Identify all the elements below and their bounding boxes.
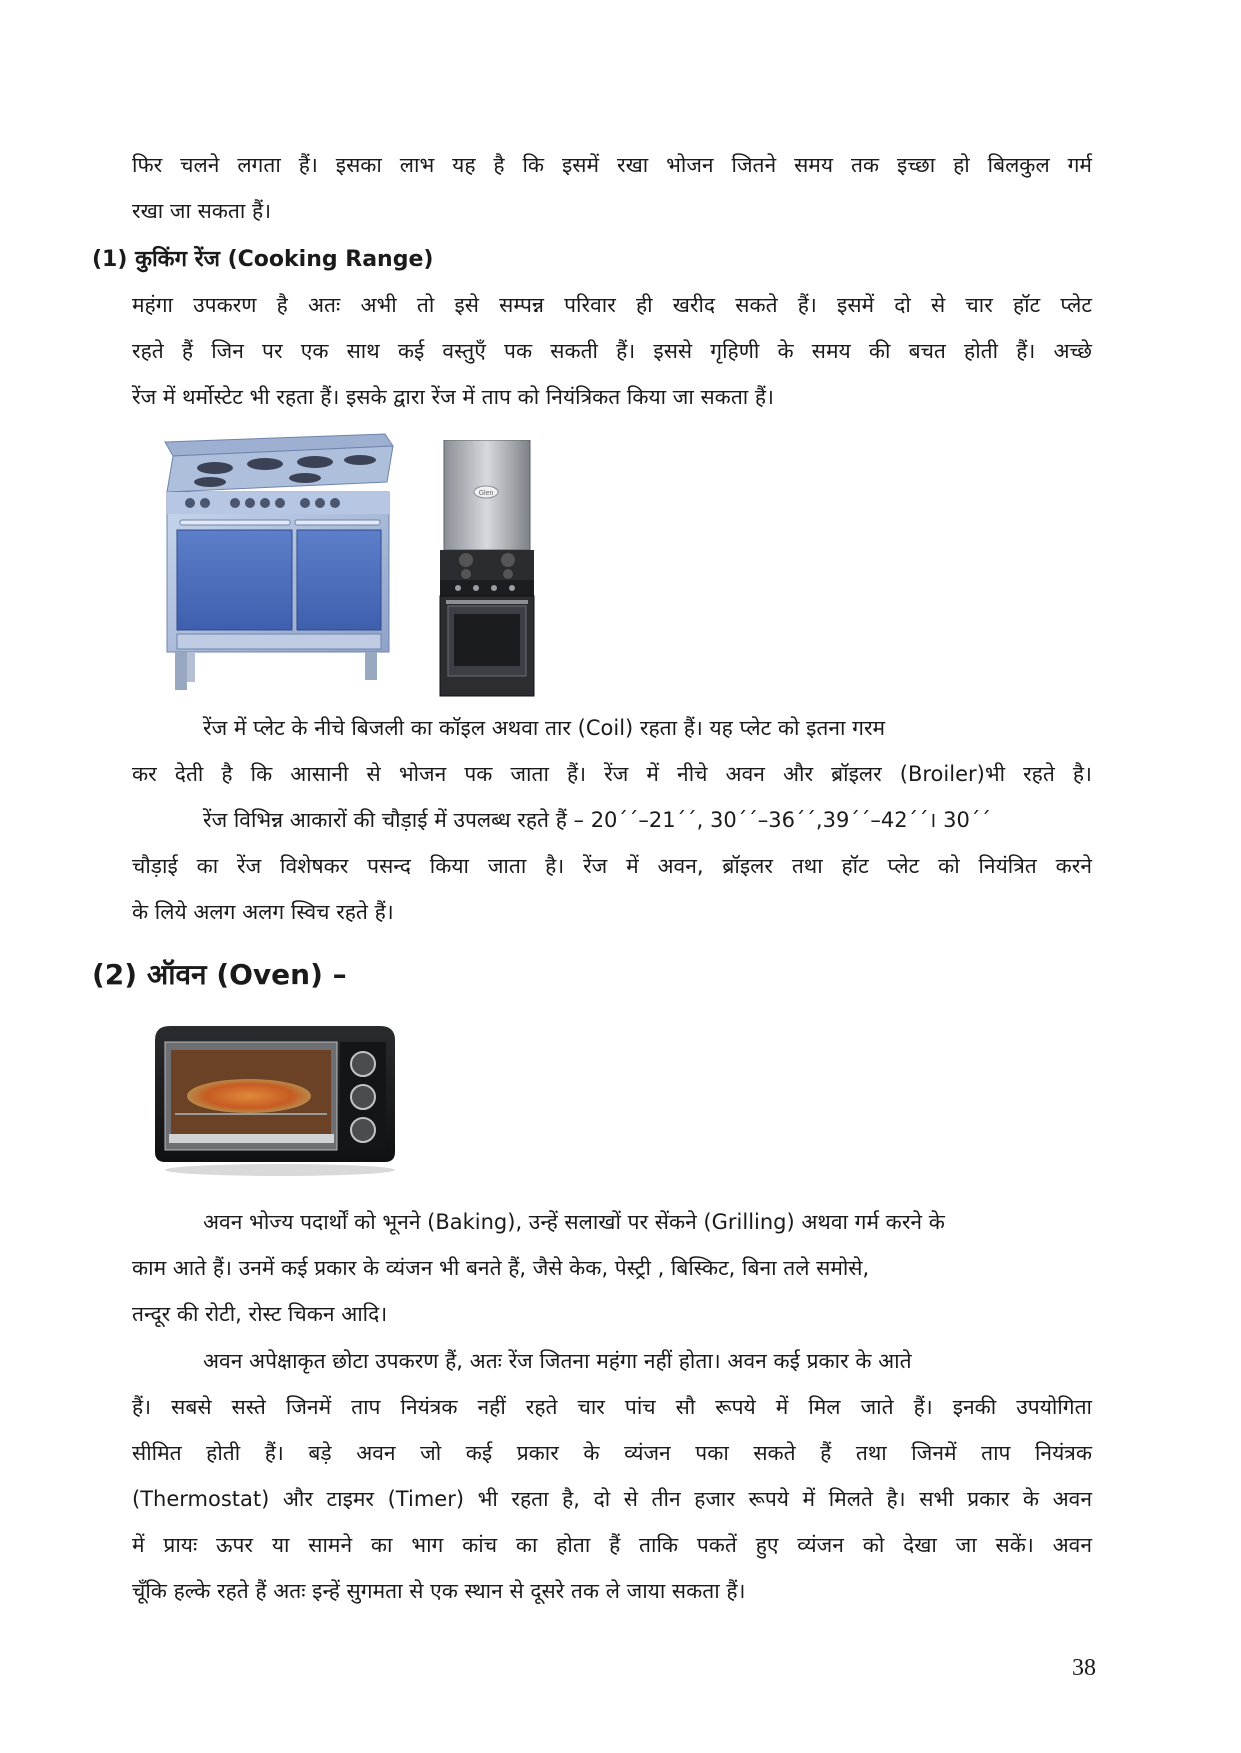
oven-para1-line-3: तन्दूर की रोटी, रोस्ट चिकन आदि। <box>132 1302 388 1326</box>
section-heading-oven: (2) ऑवन (Oven) – <box>92 958 347 991</box>
range-para3-line-2: चौड़ाई का रेंज विशेषकर पसन्द किया जाता है। रेंज में अवन, ब्रॉइलर तथा हॉट प्लेट को नियंत्रित करने <box>132 854 1092 878</box>
oven-para1-line-1: अवन भोज्य पदार्थों को भूनने (Baking), उन्हें सलाखों पर सेंकने (Grilling) अथवा गर्म करने के <box>203 1210 945 1234</box>
page-number: 38 <box>1072 1655 1096 1681</box>
oven-para2-line-5: में प्रायः ऊपर या सामने का भाग कांच का होता हैं ताकि पकतें हुए व्यंजन को देखा जा सकें। अवन <box>132 1533 1092 1557</box>
range-para3-line-3: के लिये अलग अलग स्विच रहते हैं। <box>132 900 394 924</box>
range-para2-line-1: रेंज में प्लेट के नीचे बिजली का कॉइल अथवा तार (Coil) रहता हैं। यह प्लेट को इतना गरम <box>203 716 886 740</box>
oven-para2-line-1: अवन अपेक्षाकृत छोटा उपकरण हैं, अतः रेंज जितना महंगा नहीं होता। अवन कई प्रकार के आते <box>203 1349 912 1373</box>
stove-brand-label: Glen <box>478 490 494 497</box>
oven-para2-line-3: सीमित होती हैं। बड़े अवन जो कई प्रकार के व्यंजन पका सकते हैं तथा जिनमें ताप नियंत्रक <box>132 1441 1092 1465</box>
range-para1-line-3: रेंज में थर्मोस्टेट भी रहता हैं। इसके द्वारा रेंज में ताप को नियंत्रिकत किया जा सकता हैं। <box>132 385 775 409</box>
range-para1-line-1: महंगा उपकरण है अतः अभी तो इसे सम्पन्न परिवार ही खरीद सकते हैं। इसमें दो से चार हॉट प्लेट <box>132 293 1092 317</box>
gas-stove-image <box>438 440 538 698</box>
cooking-range-image <box>155 422 400 704</box>
intro-line-1: फिर चलने लगता हैं। इसका लाभ यह है कि इसमें रखा भोजन जितने समय तक इच्छा हो बिलकुल गर्म <box>132 153 1092 177</box>
oven-para2-line-2: हैं। सबसे सस्ते जिनमें ताप नियंत्रक नहीं रहते चार पांच सौ रूपये में मिल जाते हैं। इनकी उपयोगिता <box>132 1395 1092 1419</box>
oven-para2-line-6: चूँकि हल्के रहते हैं अतः इन्हें सुगमता से एक स्थान से दूसरे तक ले जाया सकता हैं। <box>132 1579 746 1603</box>
range-para3-line-1: रेंज विभिन्न आकारों की चौड़ाई में उपलब्ध रहते हैं – 20´´–21´´, 30´´–36´´,39´´–42´´। 30´´ <box>203 808 991 832</box>
oven-para2-line-4: (Thermostat) और टाइमर (Timer) भी रहता है, दो से तीन हजार रूपये में मिलते है। सभी प्रकार के अवन <box>132 1487 1092 1511</box>
intro-line-2: रखा जा सकता हैं। <box>132 199 272 223</box>
oven-image <box>145 1022 405 1177</box>
range-para1-line-2: रहते हैं जिन पर एक साथ कई वस्तुएँ पक सकती हैं। इससे गृहिणी के समय की बचत होती हैं। अच्छे <box>132 339 1092 363</box>
oven-para1-line-2: काम आते हैं। उनमें कई प्रकार के व्यंजन भी बनते हैं, जैसे केक, पेस्ट्री , बिस्किट, बिना तले समोसे, <box>132 1256 870 1280</box>
section-heading-cooking-range: (1) कुकिंग रेंज (Cooking Range) <box>92 247 434 272</box>
range-para2-line-2: कर देती है कि आसानी से भोजन पक जाता हैं। रेंज में नीचे अवन और ब्रॉइलर (Broiler)भी रहते है। <box>132 762 1092 786</box>
